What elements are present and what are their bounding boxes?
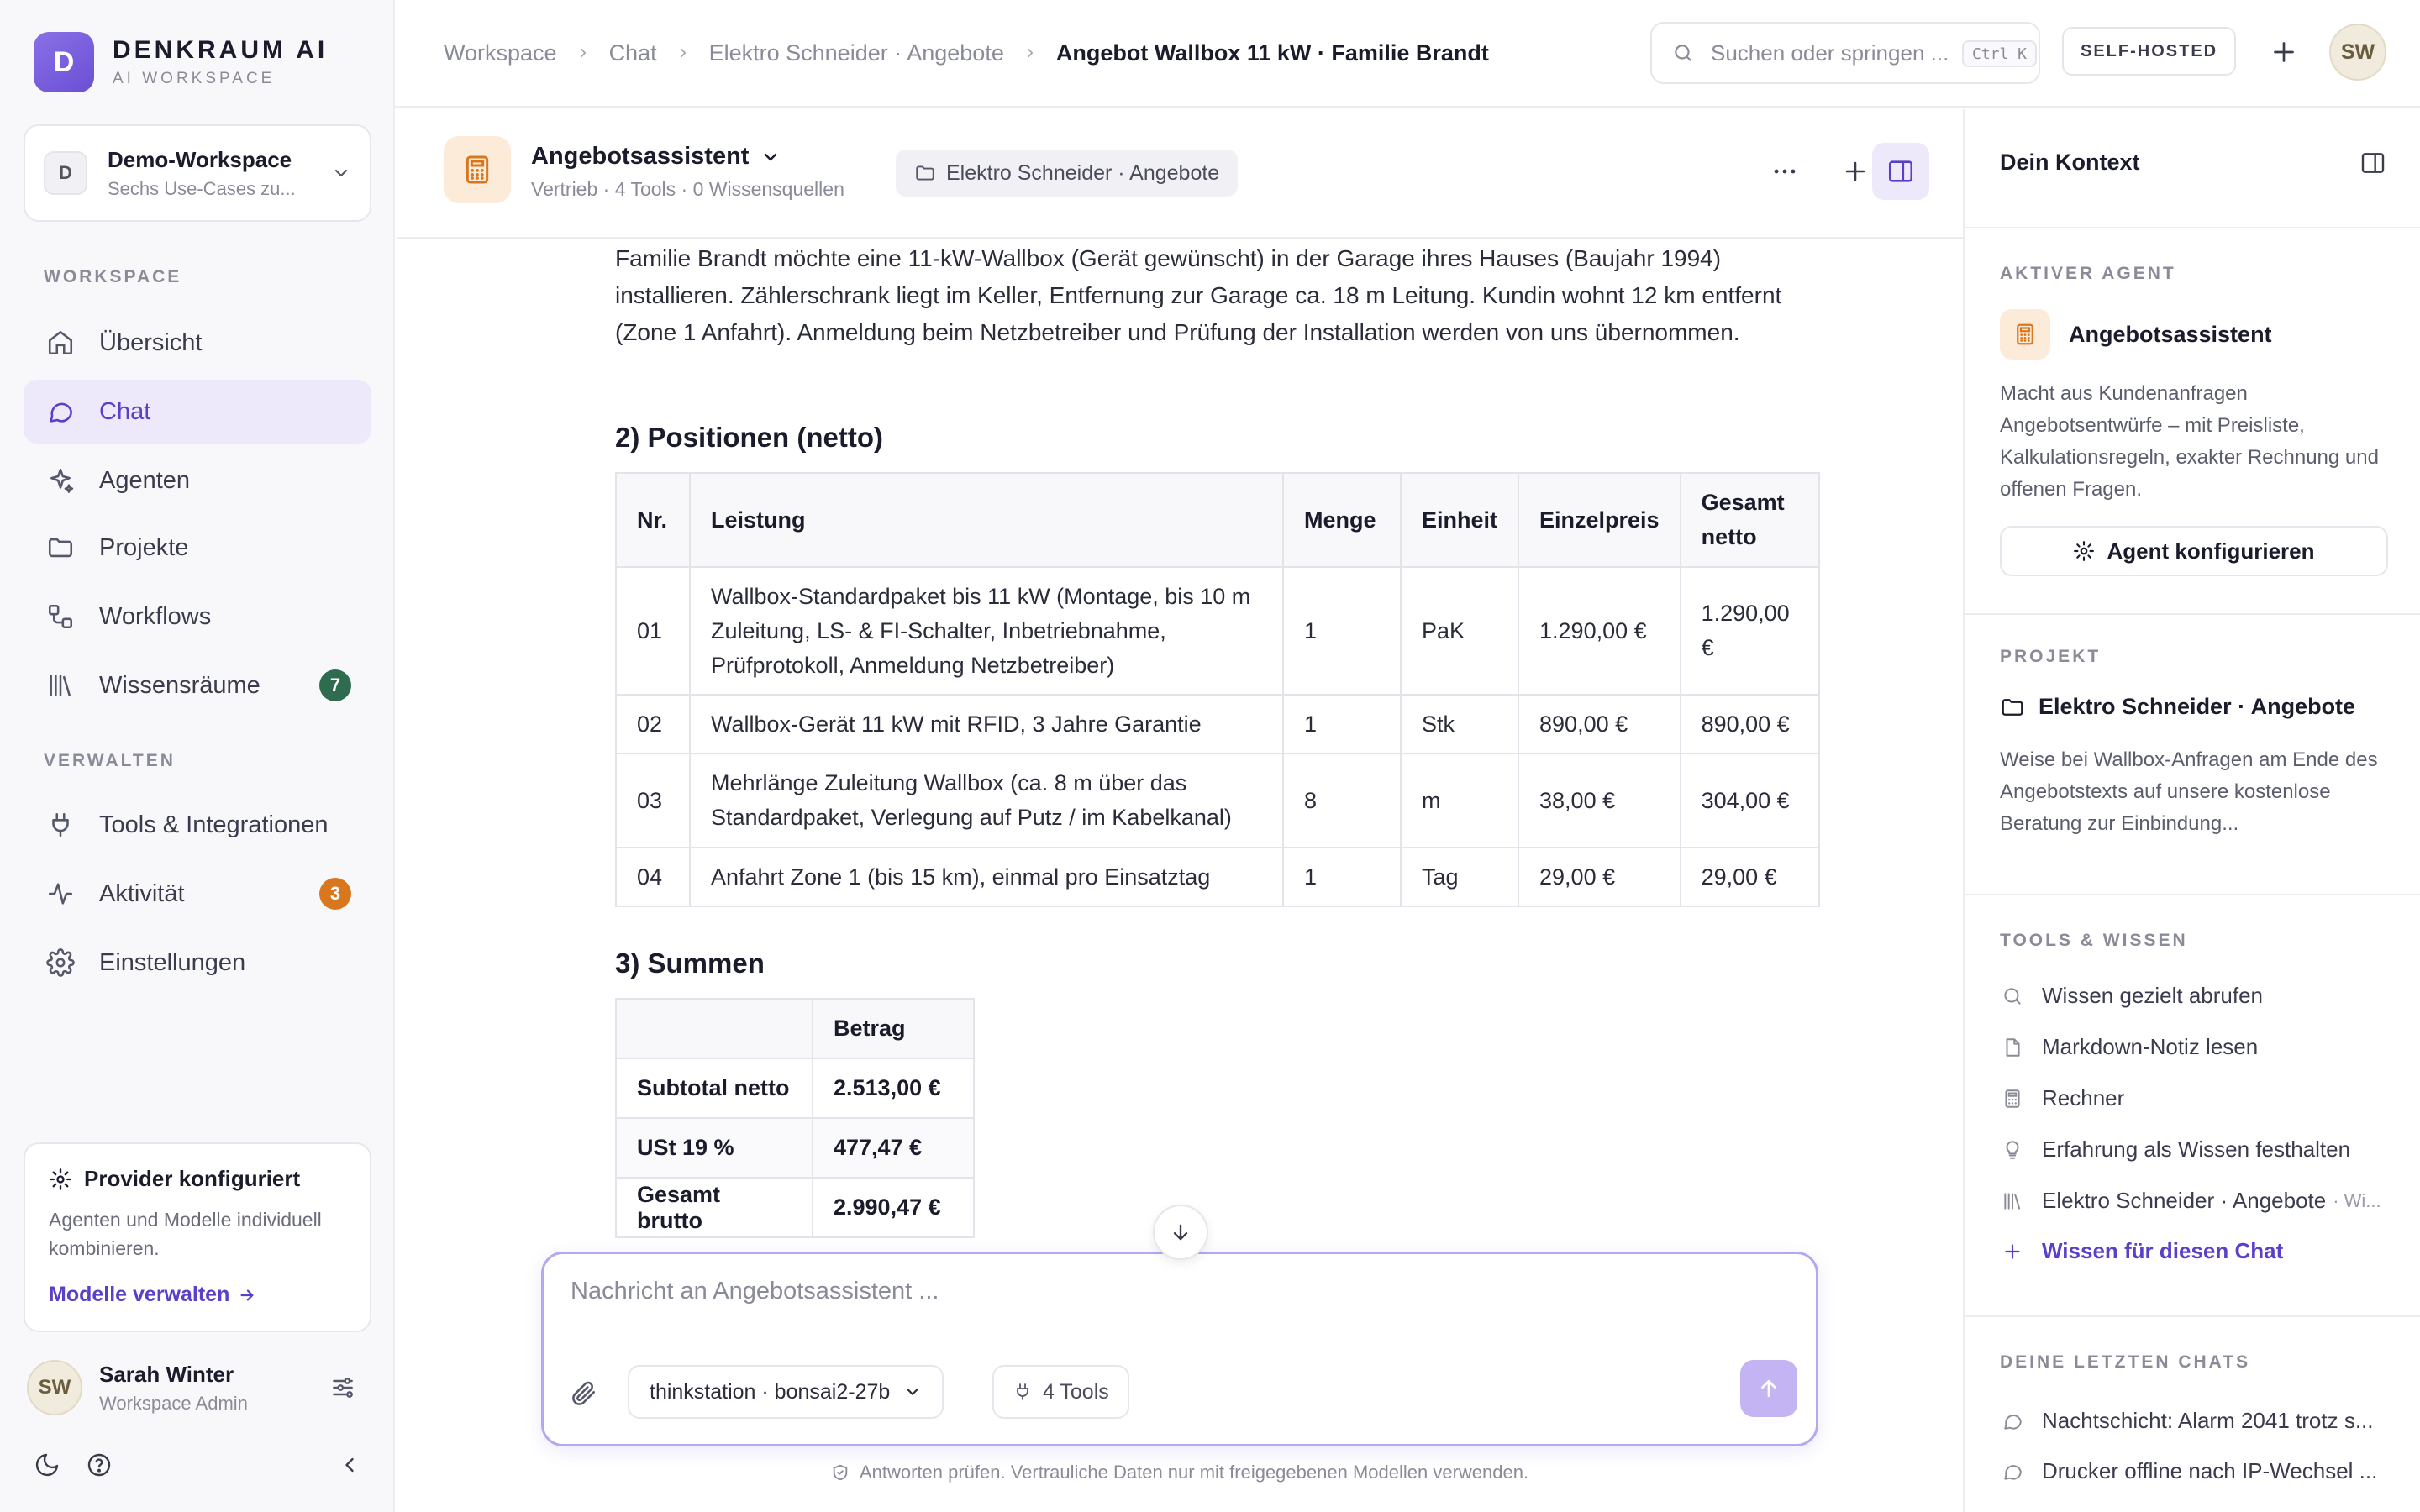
search-icon — [1672, 42, 1694, 64]
breadcrumb-current: Angebot Wallbox 11 kW · Familie Brandt — [1055, 39, 1489, 66]
moon-icon[interactable] — [34, 1452, 60, 1478]
provider-title: Provider konfiguriert — [84, 1166, 301, 1191]
cell: 02 — [616, 695, 690, 753]
column-header: Menge — [1283, 473, 1401, 567]
add-knowledge-button[interactable] — [2000, 1238, 2395, 1264]
plus-icon[interactable] — [2269, 37, 2299, 67]
nav-item-settings[interactable] — [24, 931, 371, 995]
nav-section-manage: VERWALTEN — [44, 751, 176, 770]
table-row — [616, 1118, 974, 1178]
configure-agent-label: Agent konfigurieren — [2107, 538, 2315, 564]
breadcrumb-item[interactable]: Chat — [608, 39, 657, 66]
cell: 1 — [1283, 567, 1401, 695]
column-header: Nr. — [616, 473, 690, 567]
column-header: Einzelpreis — [1518, 473, 1681, 567]
cell: Subtotal netto — [616, 1058, 813, 1118]
model-select-value: thinkstation · bonsai2-27b — [650, 1379, 891, 1404]
recent-chat-label: Nachtschicht: Alarm 2041 trotz s... — [2042, 1408, 2374, 1433]
message-input[interactable] — [571, 1278, 1747, 1305]
divider — [1965, 227, 2420, 228]
active-agent-label: AKTIVER AGENT — [2000, 264, 2176, 283]
provider-card — [24, 1142, 371, 1332]
chevron-right-icon — [576, 45, 591, 60]
chevron-right-icon — [1023, 45, 1038, 60]
project-name: Elektro Schneider · Angebote — [2039, 694, 2356, 719]
cell: Wallbox-Standardpaket bis 11 kW (Montage, bis 10 m Zuleitung, LS- & FI-Schalter, Inbetriebnahme, Prüfprotokoll, Anmeldung Netzbetreiber) — [690, 567, 1283, 695]
gear-icon — [44, 946, 77, 979]
calculator-icon — [444, 136, 511, 203]
sidebar — [0, 0, 395, 1512]
user-name: Sarah Winter — [99, 1361, 234, 1387]
library-icon — [2000, 1190, 2025, 1212]
cell: Stk — [1401, 695, 1518, 753]
tool-item[interactable] — [2000, 1188, 2395, 1214]
nav-section-workspace: WORKSPACE — [44, 267, 182, 286]
column-header: Leistung — [690, 473, 1283, 567]
chat-content — [397, 240, 1963, 1512]
search-shortcut: Ctrl K — [1962, 40, 2037, 67]
tool-item-label: Wissen gezielt abrufen — [2042, 983, 2264, 1008]
table-row — [616, 567, 1819, 695]
user-role: Workspace Admin — [99, 1392, 248, 1414]
sidebar-right-icon — [1886, 157, 1915, 186]
more-horizontal-icon — [1770, 157, 1799, 186]
tool-item[interactable] — [2000, 983, 2395, 1009]
nav-item-label: Übersicht — [99, 328, 203, 356]
sidebar-right-icon[interactable] — [2360, 150, 2386, 176]
table-row — [616, 1058, 974, 1118]
brand-logo: D — [34, 32, 94, 92]
nav-item-label: Agenten — [99, 466, 191, 494]
tool-item[interactable] — [2000, 1034, 2395, 1060]
brand-name: DENKRAUM AI — [113, 36, 329, 64]
tool-item[interactable] — [2000, 1137, 2395, 1163]
workspace-avatar: D — [44, 151, 87, 195]
activity-icon — [44, 877, 77, 911]
nav-item-label: Aktivität — [99, 879, 185, 907]
agent-meta: Vertrieb · 4 Tools · 0 Wissensquellen — [531, 178, 844, 200]
table-row — [616, 848, 1819, 906]
cell: 890,00 € — [1681, 695, 1819, 753]
agent-description: Macht aus Kundenanfragen Angebotsentwürfe – mit Preisliste, Kalkulationsregeln, exakter Rechnung und offenen Fragen. — [2000, 382, 2379, 501]
workspace-description: Sechs Use-Cases zu... — [108, 177, 296, 199]
nav-item-label: Wissensräume — [99, 671, 260, 699]
cell: 29,00 € — [1681, 848, 1819, 906]
nav-item-label: Projekte — [99, 533, 189, 561]
home-icon — [44, 326, 77, 360]
nav-item-chat[interactable] — [24, 380, 371, 444]
agent-header — [397, 109, 1963, 239]
positions-table — [615, 472, 1820, 907]
nav-item-label: Chat — [99, 397, 151, 425]
table-row — [616, 753, 1819, 848]
cell: 477,47 € — [813, 1118, 974, 1178]
recent-chat-label: Drucker offline nach IP-Wechsel ... — [2042, 1458, 2378, 1483]
calculator-icon — [2000, 1088, 2025, 1110]
chat-icon — [2000, 1410, 2025, 1432]
configure-agent-button[interactable] — [2000, 526, 2388, 576]
divider — [1965, 613, 2420, 615]
search-input[interactable] — [1650, 22, 2040, 84]
cell: 1.290,00 € — [1518, 567, 1681, 695]
sparkle-icon — [44, 464, 77, 497]
project-label: PROJEKT — [2000, 647, 2102, 666]
cell: 2.990,47 € — [813, 1178, 974, 1237]
arrow-down-icon — [1169, 1221, 1192, 1244]
folder-icon — [44, 531, 77, 564]
tools-button[interactable] — [992, 1365, 1129, 1419]
cell: USt 19 % — [616, 1118, 813, 1178]
tools-button-label: 4 Tools — [1043, 1379, 1109, 1404]
recent-chats-label: DEINE LETZTEN CHATS — [2000, 1352, 2251, 1372]
arrow-right-icon — [238, 1286, 256, 1305]
tool-item-label: Erfahrung als Wissen festhalten — [2042, 1137, 2351, 1162]
chevron-right-icon — [676, 45, 691, 60]
cell: 04 — [616, 848, 690, 906]
avatar: SW — [27, 1360, 82, 1415]
cell: 890,00 € — [1518, 695, 1681, 753]
table-header-row — [616, 473, 1819, 567]
folder-icon — [2000, 695, 2025, 720]
project-link[interactable] — [2000, 694, 2355, 720]
cell: 1.290,00 € — [1681, 567, 1819, 695]
chat-icon — [44, 395, 77, 428]
arrow-up-icon — [1756, 1376, 1781, 1401]
project-chip-label: Elektro Schneider · Angebote — [946, 160, 1220, 185]
plus-icon — [2000, 1241, 2025, 1263]
column-header: Betrag — [813, 999, 974, 1058]
divider — [1965, 894, 2420, 895]
model-select[interactable] — [628, 1365, 944, 1419]
cell: 1 — [1283, 848, 1401, 906]
tool-item-label: Markdown-Notiz lesen — [2042, 1034, 2259, 1059]
nav-item-workflows[interactable] — [24, 585, 371, 648]
breadcrumb-item[interactable]: Workspace — [444, 39, 557, 66]
library-icon — [44, 669, 77, 702]
collapse-sidebar-icon[interactable] — [338, 1453, 361, 1477]
nav-item-agents[interactable] — [24, 449, 371, 512]
recent-chat-item[interactable] — [2000, 1408, 2395, 1434]
breadcrumb — [444, 0, 1489, 106]
nav-item-projects[interactable] — [24, 516, 371, 580]
cell: PaK — [1401, 567, 1518, 695]
manage-models-link[interactable] — [49, 1283, 346, 1307]
nav-item-label: Tools & Integrationen — [99, 811, 329, 838]
breadcrumb-item[interactable]: Elektro Schneider · Angebote — [708, 39, 1004, 66]
workflow-icon — [44, 600, 77, 633]
divider — [1965, 1315, 2420, 1317]
search-icon — [2000, 985, 2025, 1007]
nav-item-label: Einstellungen — [99, 948, 246, 976]
cell: Anfahrt Zone 1 (bis 15 km), einmal pro Einsatztag — [690, 848, 1283, 906]
send-button[interactable] — [1740, 1360, 1797, 1417]
cell: m — [1401, 753, 1518, 848]
manage-models-label: Modelle verwalten — [49, 1283, 230, 1306]
more-options-button[interactable] — [1756, 143, 1813, 200]
plug-icon — [44, 808, 77, 842]
plus-icon — [1841, 157, 1870, 186]
provider-description: Agenten und Modelle individuell kombinieren. — [49, 1209, 322, 1259]
help-icon[interactable] — [86, 1452, 113, 1478]
cell: 01 — [616, 567, 690, 695]
project-chip[interactable] — [896, 150, 1238, 197]
agent-name: Angebotsassistent — [531, 143, 750, 170]
scroll-to-bottom-button[interactable] — [1153, 1205, 1208, 1260]
tools-knowledge-label: TOOLS & WISSEN — [2000, 931, 2188, 950]
brand-subtitle: AI WORKSPACE — [113, 70, 276, 87]
cell: Tag — [1401, 848, 1518, 906]
table-row — [616, 695, 1819, 753]
toggle-context-panel-button[interactable] — [1872, 143, 1929, 200]
cell: 2.513,00 € — [813, 1058, 974, 1118]
active-agent-name: Angebotsassistent — [2069, 321, 2272, 347]
cell: 1 — [1283, 695, 1401, 753]
sidebar-footer — [34, 1448, 361, 1482]
project-description: Weise bei Wallbox-Anfragen am Ende des Angebotstexts auf unsere kostenlose Beratung zur Einbindung... — [2000, 748, 2378, 835]
chevron-down-icon — [903, 1383, 922, 1401]
sliders-icon[interactable] — [329, 1374, 356, 1401]
nav-item-tools[interactable] — [24, 793, 371, 857]
context-panel — [1963, 109, 2420, 1512]
tool-item-label: Rechner — [2042, 1085, 2125, 1110]
cell: Mehrlänge Zuleitung Wallbox (ca. 8 m über das Standardpaket, Verlegung auf Putz / im Kabelkanal) — [690, 753, 1283, 848]
nav-item-label: Workflows — [99, 602, 212, 630]
cell: Gesamt brutto — [616, 1178, 813, 1237]
self-hosted-badge: SELF-HOSTED — [2062, 27, 2236, 76]
table-header-row — [616, 999, 974, 1058]
column-header: Gesamt netto — [1681, 473, 1819, 567]
nav-item-activity[interactable] — [24, 862, 371, 926]
lightbulb-icon — [2000, 1139, 2025, 1161]
chat-icon — [2000, 1461, 2025, 1483]
activity-count-badge: 3 — [319, 878, 351, 910]
avatar[interactable]: SW — [2329, 24, 2386, 81]
workspace-switcher[interactable] — [24, 124, 371, 222]
cell: Wallbox-Gerät 11 kW mit RFID, 3 Jahre Garantie — [690, 695, 1283, 753]
column-header — [616, 999, 813, 1058]
chevron-down-icon — [760, 147, 781, 167]
cell: 03 — [616, 753, 690, 848]
section-heading-positions: 2) Positionen (netto) — [615, 422, 883, 453]
recent-chat-item[interactable] — [2000, 1458, 2395, 1484]
gear-icon — [2073, 540, 2095, 562]
sums-table — [615, 998, 975, 1238]
nav-item-overview[interactable] — [24, 311, 371, 375]
cell: 8 — [1283, 753, 1401, 848]
nav-item-knowledge-spaces[interactable] — [24, 654, 371, 717]
tool-item-label: Elektro Schneider · Angebote — [2042, 1188, 2327, 1213]
add-knowledge-label: Wissen für diesen Chat — [2042, 1238, 2284, 1263]
search-placeholder: Suchen oder springen ... — [1711, 39, 1949, 66]
section-heading-sums: 3) Summen — [615, 948, 765, 979]
folder-icon — [914, 162, 936, 184]
plug-icon — [1013, 1382, 1033, 1402]
message-composer — [541, 1252, 1818, 1446]
tool-item[interactable] — [2000, 1085, 2395, 1111]
chevron-down-icon — [331, 163, 351, 183]
column-header: Einheit — [1401, 473, 1518, 567]
paperclip-icon[interactable] — [569, 1378, 597, 1407]
active-agent — [2000, 309, 2272, 360]
workspace-name: Demo-Workspace — [108, 146, 292, 172]
knowledge-count-badge: 7 — [319, 669, 351, 701]
disclaimer — [397, 1462, 1963, 1483]
disclaimer-text: Antworten prüfen. Vertrauliche Daten nur mit freigegebenen Modellen verwenden. — [859, 1462, 1529, 1483]
file-icon — [2000, 1037, 2025, 1058]
table-row — [616, 1178, 974, 1237]
user-profile[interactable] — [27, 1357, 371, 1418]
cell: 304,00 € — [1681, 753, 1819, 848]
topbar — [395, 0, 2420, 108]
agent-selector[interactable] — [531, 143, 781, 171]
cell: 38,00 € — [1518, 753, 1681, 848]
cell: 29,00 € — [1518, 848, 1681, 906]
context-panel-title: Dein Kontext — [2000, 150, 2140, 175]
message-intro: Familie Brandt möchte eine 11-kW-Wallbox (Gerät gewünscht) in der Garage ihres Hauses (Baujahr 1994) installieren. Zählerschrank liegt im Keller, Entfernung zur Garage ca. 18 m Leitung. Kundin wohnt 12 km entfernt (Zone 1 Anfahrt). Anmeldung beim Netzbetreiber und Prüfung der Installation werden von uns übernommen. — [615, 245, 1782, 345]
calculator-icon — [2000, 309, 2050, 360]
shield-check-icon — [831, 1463, 850, 1482]
brand[interactable] — [34, 32, 328, 92]
gear-icon — [49, 1168, 72, 1191]
tool-item-suffix: · Wi... — [2333, 1189, 2381, 1211]
